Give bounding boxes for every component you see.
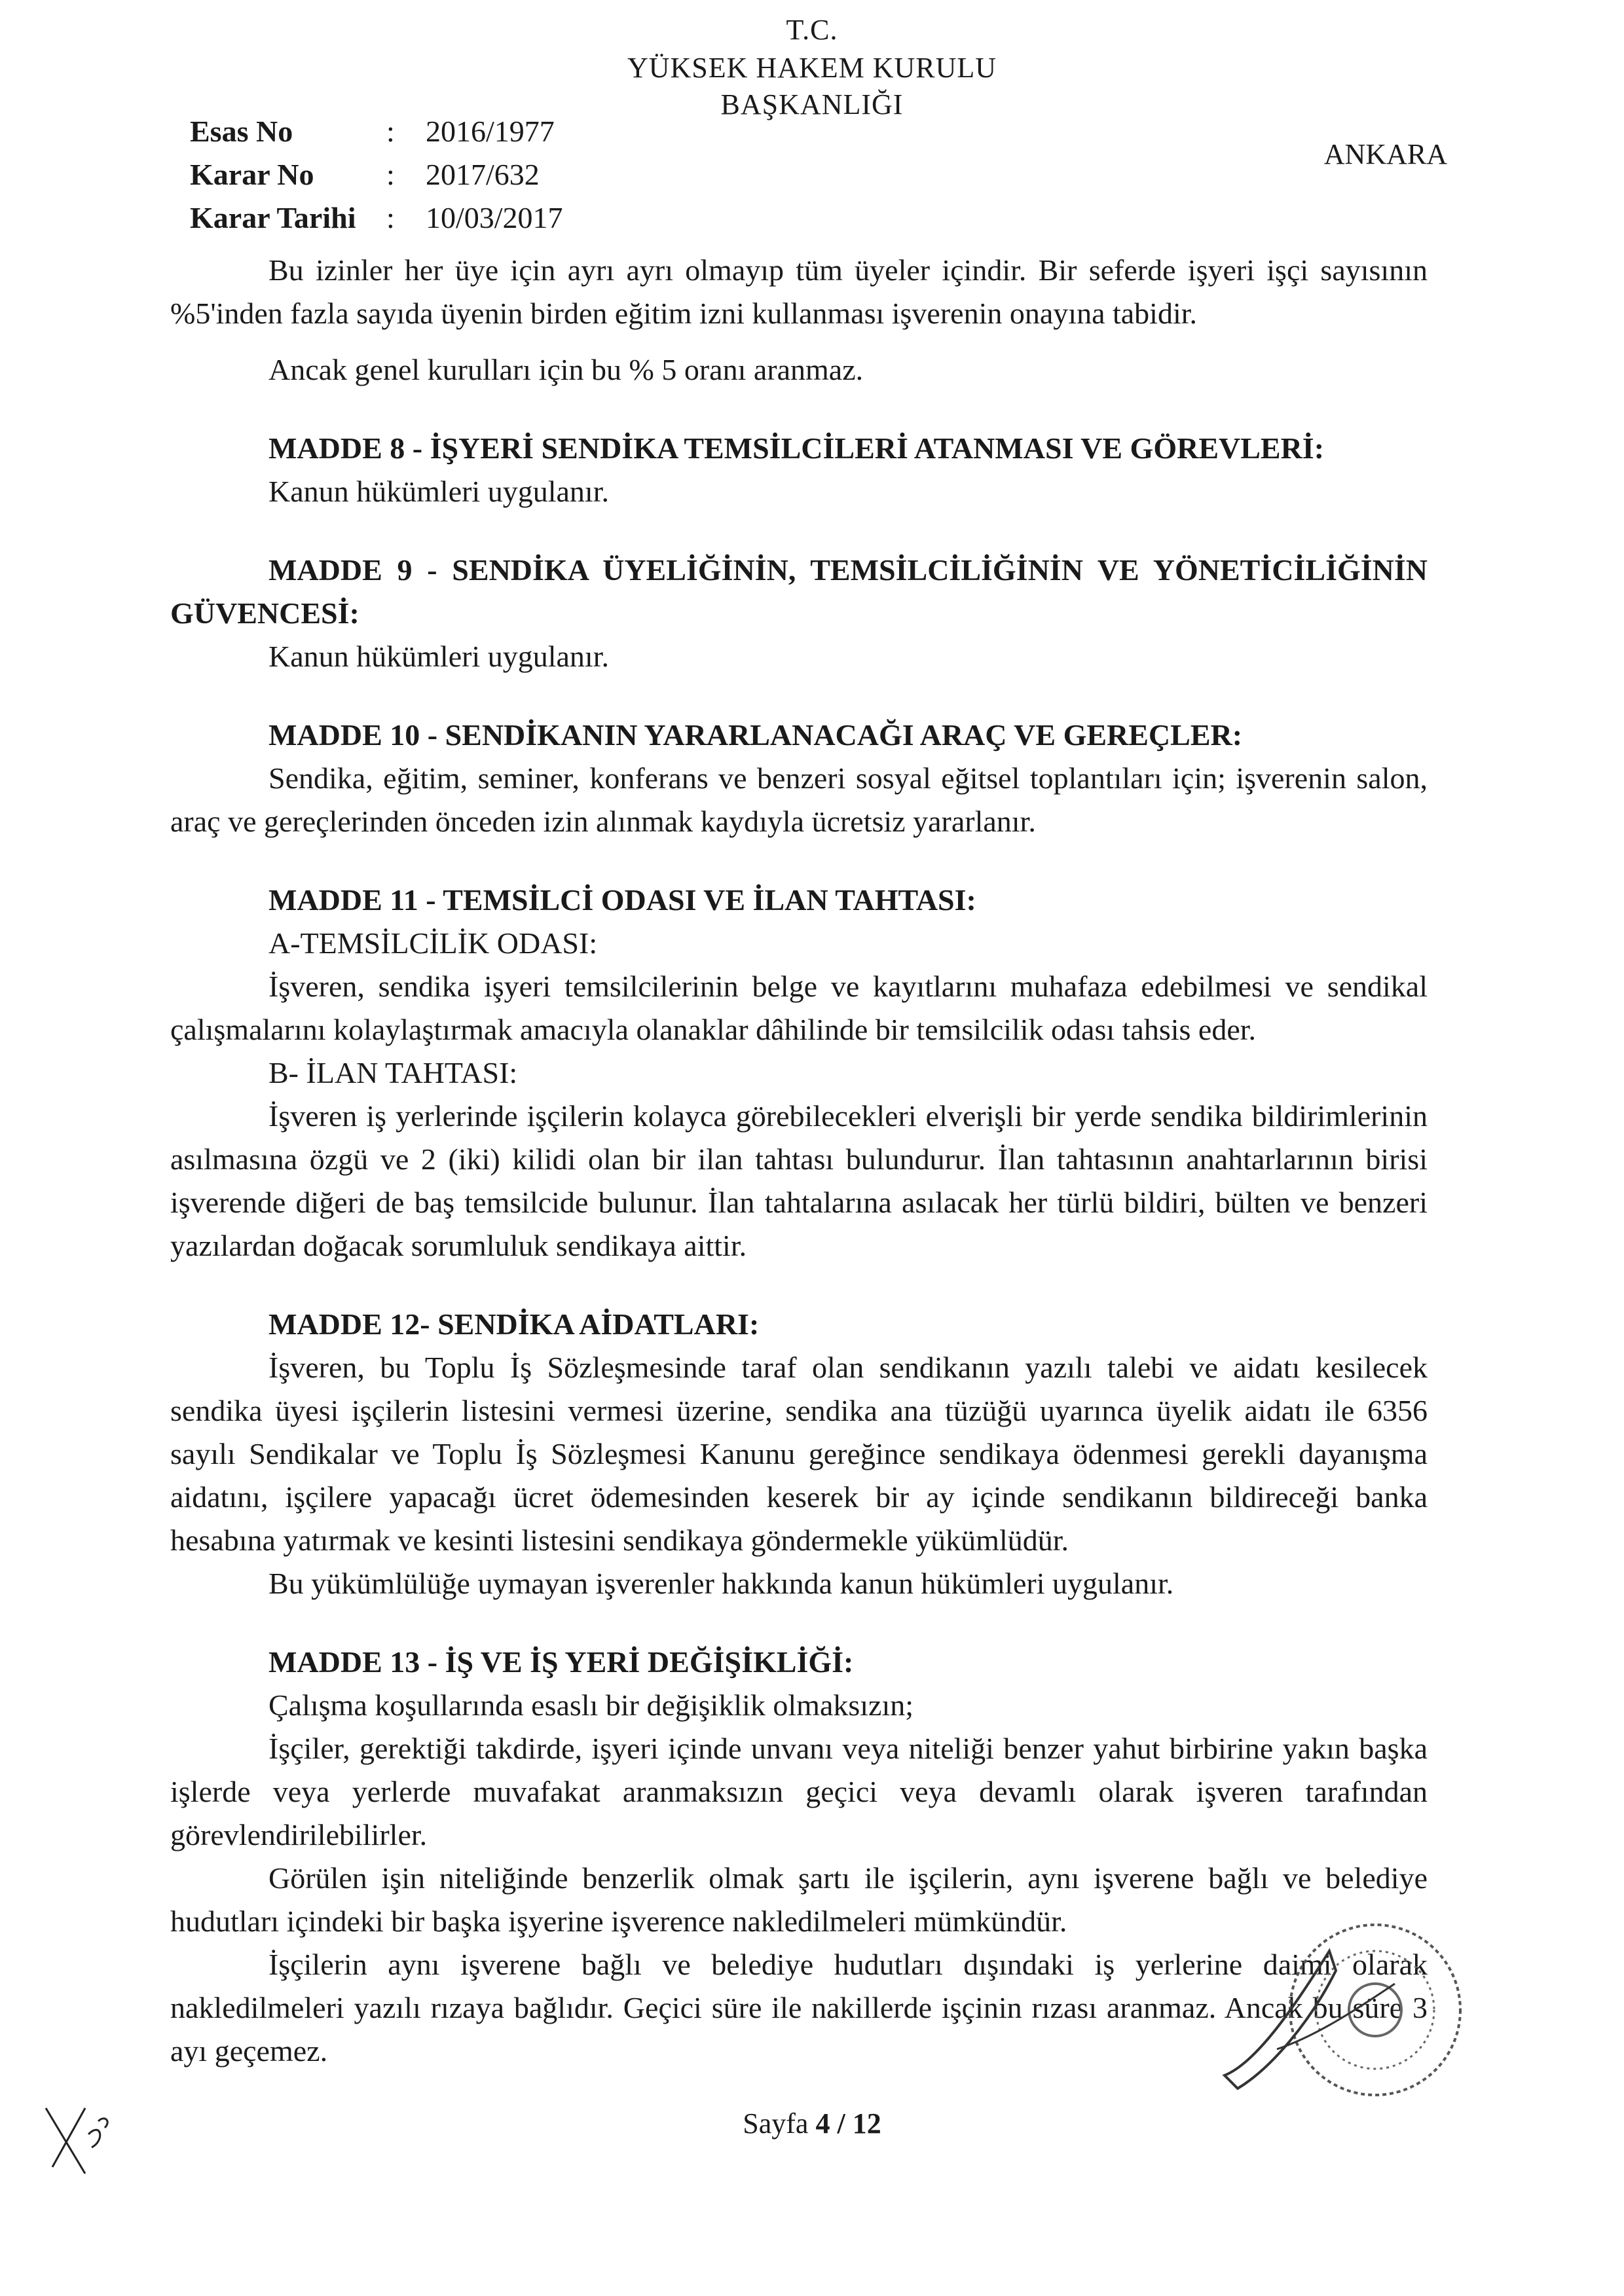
paragraph-general-assembly: Ancak genel kurulları için bu % 5 oranı aranmaz. bbox=[268, 353, 864, 386]
page-separator: / bbox=[837, 2107, 845, 2140]
official-seal-icon bbox=[1198, 1912, 1473, 2111]
article-13-title: MADDE 13 - İŞ VE İŞ YERİ DEĞİŞİKLİĞİ: bbox=[268, 1645, 854, 1679]
article-8-title: MADDE 8 - İŞYERİ SENDİKA TEMSİLCİLERİ ATANMASI VE GÖREVLERİ: bbox=[268, 431, 1325, 465]
tarih-label: Karar Tarihi bbox=[190, 201, 356, 234]
esas-row bbox=[190, 110, 563, 153]
tarih-row bbox=[190, 196, 563, 240]
header-institution: YÜKSEK HAKEM KURULU bbox=[627, 52, 997, 84]
page-label: Sayfa bbox=[743, 2107, 809, 2140]
esas-value: 2016/1977 bbox=[426, 115, 555, 148]
tarih-value: 10/03/2017 bbox=[426, 201, 563, 234]
article-12-title: MADDE 12- SENDİKA AİDATLARI: bbox=[268, 1307, 760, 1341]
article-13-p2: İşçiler, gerektiği takdirde, işyeri içinde unvanı veya niteliği benzer yahut birbirine yakın başka işlerde veya yerlerde muvafakat aranmaksızın geçici veya devamlı olarak işveren tarafından görevlendirilebilirler. bbox=[170, 1732, 1428, 1851]
article-11-a-heading: A-TEMSİLCİLİK ODASI: bbox=[268, 926, 598, 960]
paragraph-education-leave: Bu izinler her üye için ayrı ayrı olmayıp tüm üyeler içindir. Bir seferde işyeri işçi sayısının %5'inden fazla sayıda üyenin birden eğitim izni kullanması işverenin onayına tabidir. bbox=[170, 253, 1428, 330]
article-9-text: Kanun hükümleri uygulanır. bbox=[268, 640, 609, 673]
city-label: ANKARA bbox=[1323, 138, 1447, 170]
karar-row bbox=[190, 153, 563, 196]
article-13-p1: Çalışma koşullarında esaslı bir değişiklik olmaksızın; bbox=[268, 1688, 914, 1722]
page-indicator bbox=[0, 2107, 1624, 2140]
karar-separator: : bbox=[386, 158, 395, 191]
header-presidency: BAŞKANLIĞI bbox=[720, 88, 904, 120]
article-9-title: MADDE 9 - SENDİKA ÜYELİĞİNİN, TEMSİLCİLİĞİNİN VE YÖNETİCİLİĞİNİN GÜVENCESİ: bbox=[170, 553, 1428, 630]
article-11-a-text: İşveren, sendika işyeri temsilcilerinin belge ve kayıtlarını muhafaza edebilmesi ve sendikal çalışmalarını kolaylaştırmak amacıyla olanaklar dâhilinde bir temsilcilik odası tahsis eder. bbox=[170, 970, 1428, 1046]
article-12-text: İşveren, bu Toplu İş Sözleşmesinde taraf olan sendikanın yazılı talebi ve aidatı kesilecek sendika üyesi işçilerin listesini vermesi üzerine, sendika ana tüzüğü uyarınca üyelik aidatı ile 6356 sayılı Sendikalar ve Toplu İş Sözleşmesi Kanunu gereğince sendikaya ödenmesi gerekli dayanışma aidatını, işçilere yapacağı ücret ödemesinden keserek bir ay içinde sendikanın bildireceği banka hesabına yatırmak ve kesinti listesini sendikaya göndermekle yükümlüdür. bbox=[170, 1351, 1428, 1557]
page-total: 12 bbox=[852, 2107, 881, 2140]
article-10-title: MADDE 10 - SENDİKANIN YARARLANACAĞI ARAÇ VE GEREÇLER: bbox=[268, 718, 1243, 752]
header-tc: T.C. bbox=[786, 14, 838, 46]
article-13-p3: Görülen işin niteliğinde benzerlik olmak şartı ile işçilerin, aynı işverene bağlı ve belediye hudutları içindeki bir başka işyerine işverence nakledilmeleri mümkündür. bbox=[170, 1861, 1428, 1938]
article-13-p4: İşçilerin aynı işverene bağlı ve belediye hudutları dışındaki iş yerlerine daimi olarak nakledilmeleri yazılı rızaya bağlıdır. Geçici süre ile nakillerde işçinin rızası aranmaz. Ancak bu süre 3 ayı geçemez. bbox=[170, 1948, 1428, 2068]
tarih-separator: : bbox=[386, 201, 395, 234]
article-10-text: Sendika, eğitim, seminer, konferans ve benzeri sosyal eğitsel toplantıları için; işverenin salon, araç ve gereçlerinden önceden izin alınmak kaydıyla ücretsiz yararlanır. bbox=[170, 761, 1428, 838]
article-12-text-2: Bu yükümlülüğe uymayan işverenler hakkında kanun hükümleri uygulanır. bbox=[268, 1567, 1174, 1600]
article-8-text: Kanun hükümleri uygulanır. bbox=[268, 475, 609, 508]
karar-label: Karar No bbox=[190, 158, 314, 191]
article-11-b-heading: B- İLAN TAHTASI: bbox=[268, 1056, 518, 1089]
esas-separator: : bbox=[386, 115, 395, 148]
article-11-title: MADDE 11 - TEMSİLCİ ODASI VE İLAN TAHTASI: bbox=[268, 883, 976, 917]
article-11-b-text: İşveren iş yerlerinde işçilerin kolayca görebilecekleri elverişli bir yerde sendika bildirimlerinin asılmasına özgü ve 2 (iki) kilidi olan bir ilan tahtası bulundurur. İlan tahtasının anahtarlarının birisi işverende diğeri de baş temsilcide bulunur. İlan tahtalarına asılacak her türlü bildiri, bülten ve benzeri yazılardan doğacak sorumluluk sendikaya aittir. bbox=[170, 1099, 1428, 1262]
esas-label: Esas No bbox=[190, 115, 293, 148]
document-body bbox=[170, 249, 1428, 2073]
karar-value: 2017/632 bbox=[426, 158, 540, 191]
case-meta bbox=[190, 110, 563, 240]
page-current: 4 bbox=[815, 2107, 830, 2140]
